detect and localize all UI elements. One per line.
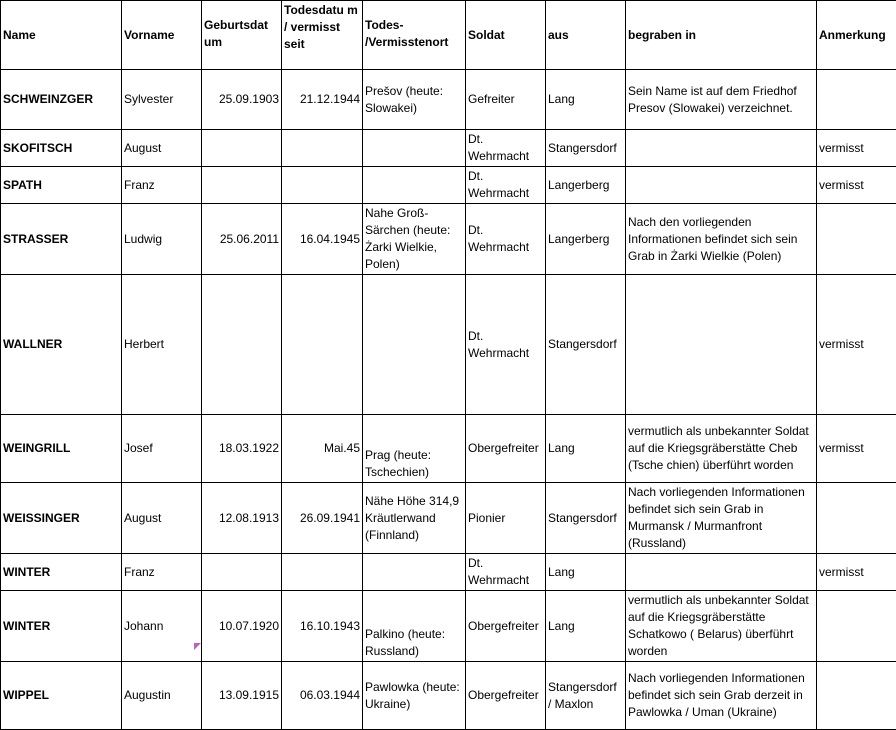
cell-ort xyxy=(363,554,466,591)
cell-geburtsdatum: 13.09.1915 xyxy=(202,662,282,730)
cell-anmerkung xyxy=(817,204,896,275)
header-ort: Todes- /Vermisstenort xyxy=(363,1,466,70)
header-begraben: begraben in xyxy=(626,1,817,70)
cell-begraben: Nach vorliegenden Informationen befindet sich sein Grab in Murmansk / Murmanfront (Russland) xyxy=(626,483,817,554)
cell-vorname: Sylvester xyxy=(122,70,202,130)
cell-soldat: Dt. Wehrmacht xyxy=(466,130,546,167)
table-row xyxy=(1,591,896,662)
cell-vorname: Franz xyxy=(122,167,202,204)
cell-aus: Lang xyxy=(546,415,626,483)
table-row xyxy=(1,483,896,554)
cell-todesdatum xyxy=(282,130,363,167)
cell-vorname: Johann xyxy=(122,591,202,662)
table-row xyxy=(1,204,896,275)
cell-ort: Palkino (heute: Russland) xyxy=(363,591,466,662)
cell-todesdatum: Mai.45 xyxy=(282,415,363,483)
comment-marker xyxy=(194,643,201,650)
cell-aus: Stangersdorf xyxy=(546,130,626,167)
cell-ort xyxy=(363,167,466,204)
cell-name: WEINGRILL xyxy=(1,415,122,483)
cell-vorname: August xyxy=(122,130,202,167)
cell-name: SPATH xyxy=(1,167,122,204)
cell-geburtsdatum xyxy=(202,554,282,591)
cell-geburtsdatum xyxy=(202,130,282,167)
cell-anmerkung: vermisst xyxy=(817,275,896,415)
cell-todesdatum: 16.10.1943 xyxy=(282,591,363,662)
cell-todesdatum xyxy=(282,275,363,415)
cell-vorname: Josef xyxy=(122,415,202,483)
cell-soldat: Gefreiter xyxy=(466,70,546,130)
cell-begraben: vermutlich als unbekannter Soldat auf die Kriegsgräberstätte Cheb (Tsche chien) überführt worden xyxy=(626,415,817,483)
header-soldat: Soldat xyxy=(466,1,546,70)
header-aus: aus xyxy=(546,1,626,70)
cell-begraben: Nach vorliegenden Informationen befindet sich sein Grab derzeit in Pawlowka / Uman (Ukraine) xyxy=(626,662,817,730)
cell-begraben xyxy=(626,554,817,591)
cell-anmerkung: vermisst xyxy=(817,415,896,483)
cell-todesdatum xyxy=(282,167,363,204)
cell-geburtsdatum xyxy=(202,167,282,204)
table-row xyxy=(1,554,896,591)
cell-soldat: Dt. Wehrmacht xyxy=(466,554,546,591)
cell-begraben: Sein Name ist auf dem Friedhof Presov (Slowakei) verzeichnet. xyxy=(626,70,817,130)
cell-vorname: Ludwig xyxy=(122,204,202,275)
cell-name: STRASSER xyxy=(1,204,122,275)
cell-begraben: Nach den vorliegenden Informationen befindet sich sein Grab in Żarki Wielkie (Polen) xyxy=(626,204,817,275)
cell-name: WINTER xyxy=(1,554,122,591)
header-geburtsdatum: Geburtsdat um xyxy=(202,1,282,70)
cell-name: WALLNER xyxy=(1,275,122,415)
cell-anmerkung xyxy=(817,483,896,554)
header-vorname: Vorname xyxy=(122,1,202,70)
cell-begraben xyxy=(626,130,817,167)
table-row xyxy=(1,130,896,167)
cell-aus: Stangersdorf xyxy=(546,483,626,554)
cell-aus: Lang xyxy=(546,591,626,662)
cell-aus: Stangersdorf xyxy=(546,275,626,415)
cell-name: SCHWEINZGER xyxy=(1,70,122,130)
table-row xyxy=(1,70,896,130)
cell-name: WIPPEL xyxy=(1,662,122,730)
cell-aus: Stangersdorf / Maxlon xyxy=(546,662,626,730)
cell-geburtsdatum xyxy=(202,275,282,415)
header-anmerkung: Anmerkung xyxy=(817,1,896,70)
cell-anmerkung: vermisst xyxy=(817,167,896,204)
cell-aus: Lang xyxy=(546,554,626,591)
cell-vorname: Franz xyxy=(122,554,202,591)
cell-name: SKOFITSCH xyxy=(1,130,122,167)
cell-vorname: August xyxy=(122,483,202,554)
cell-soldat: Dt. Wehrmacht xyxy=(466,275,546,415)
cell-geburtsdatum: 12.08.1913 xyxy=(202,483,282,554)
cell-ort: Prešov (heute: Slowakei) xyxy=(363,70,466,130)
cell-ort: Nähe Höhe 314,9 Kräutlerwand (Finnland) xyxy=(363,483,466,554)
table-row xyxy=(1,662,896,730)
cell-soldat: Obergefreiter xyxy=(466,662,546,730)
cell-geburtsdatum: 10.07.1920 xyxy=(202,591,282,662)
cell-soldat: Obergefreiter xyxy=(466,591,546,662)
cell-soldat: Obergefreiter xyxy=(466,415,546,483)
cell-vorname: Augustin xyxy=(122,662,202,730)
header-todesdatum: Todesdatu m / vermisst seit xyxy=(282,1,363,70)
cell-ort xyxy=(363,275,466,415)
cell-aus: Langerberg xyxy=(546,204,626,275)
cell-begraben: vermutlich als unbekannter Soldat auf die Kriegsgräberstätte Schatkowo ( Belarus) überführt worden xyxy=(626,591,817,662)
cell-name: WINTER xyxy=(1,591,122,662)
cell-anmerkung: vermisst xyxy=(817,554,896,591)
cell-soldat: Pionier xyxy=(466,483,546,554)
cell-aus: Lang xyxy=(546,70,626,130)
cell-todesdatum: 06.03.1944 xyxy=(282,662,363,730)
cell-geburtsdatum: 25.09.1903 xyxy=(202,70,282,130)
cell-ort: Prag (heute: Tschechien) xyxy=(363,415,466,483)
cell-name: WEISSINGER xyxy=(1,483,122,554)
cell-soldat: Dt. Wehrmacht xyxy=(466,167,546,204)
cell-ort xyxy=(363,130,466,167)
cell-ort: Nahe Groß-Särchen (heute: Żarki Wielkie, Polen) xyxy=(363,204,466,275)
cell-begraben xyxy=(626,167,817,204)
cell-anmerkung xyxy=(817,70,896,130)
cell-anmerkung xyxy=(817,591,896,662)
cell-anmerkung: vermisst xyxy=(817,130,896,167)
cell-todesdatum: 26.09.1941 xyxy=(282,483,363,554)
header-row xyxy=(1,1,896,70)
cell-todesdatum: 16.04.1945 xyxy=(282,204,363,275)
cell-geburtsdatum: 18.03.1922 xyxy=(202,415,282,483)
cell-todesdatum: 21.12.1944 xyxy=(282,70,363,130)
cell-aus: Langerberg xyxy=(546,167,626,204)
cell-begraben xyxy=(626,275,817,415)
cell-soldat: Dt. Wehrmacht xyxy=(466,204,546,275)
header-name: Name xyxy=(1,1,122,70)
table-row xyxy=(1,415,896,483)
cell-anmerkung xyxy=(817,662,896,730)
cell-ort: Pawlowka (heute: Ukraine) xyxy=(363,662,466,730)
table-row xyxy=(1,167,896,204)
cell-geburtsdatum: 25.06.2011 xyxy=(202,204,282,275)
table-row xyxy=(1,275,896,415)
cell-vorname: Herbert xyxy=(122,275,202,415)
cell-todesdatum xyxy=(282,554,363,591)
